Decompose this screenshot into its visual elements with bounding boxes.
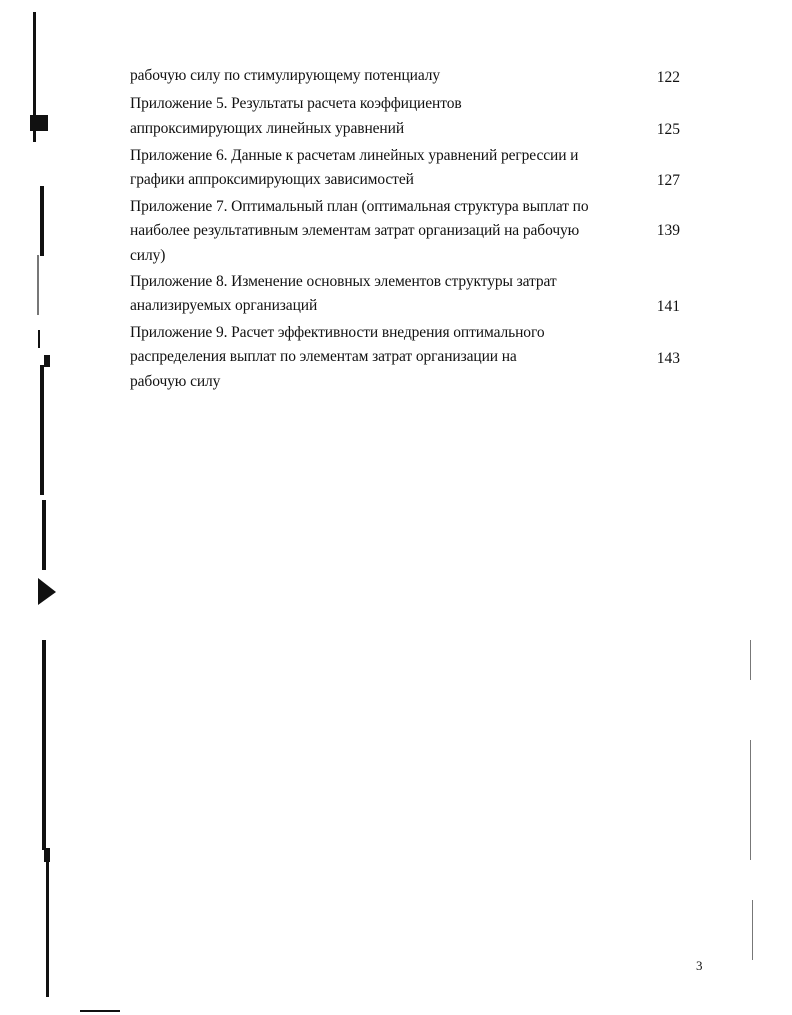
toc-entry-line: рабочую силу по стимулирующему потенциалу — [130, 67, 441, 84]
toc-entry-line: Приложение 8. Изменение основных элементов структуры затрат — [130, 273, 557, 290]
toc-entry-page: 143 — [656, 350, 680, 367]
toc-entry-line: Приложение 6. Данные к расчетам линейных уравнений регрессии и — [130, 147, 579, 164]
toc-entry-line: распределения выплат по элементам затрат организации на — [130, 348, 517, 365]
toc-entry-line: аппроксимирующих линейных уравнений — [130, 120, 405, 137]
toc-entry-line: рабочую силу — [130, 373, 221, 390]
toc-entry-page: 125 — [656, 121, 680, 138]
toc-entry-page: 139 — [656, 222, 680, 239]
toc-entry-page: 127 — [656, 172, 680, 189]
toc-entry-line: силу) — [130, 247, 166, 264]
toc-entry-page: 141 — [656, 298, 680, 315]
page-number: 3 — [696, 958, 703, 973]
toc-entry-page: 122 — [656, 69, 680, 86]
toc-entry-line: анализируемых организаций — [130, 297, 318, 314]
toc-entry-line: Приложение 7. Оптимальный план (оптимальная структура выплат по — [130, 198, 589, 215]
toc-entry-line: Приложение 9. Расчет эффективности внедрения оптимального — [130, 324, 545, 341]
toc-entry-line: графики аппроксимирующих зависимостей — [130, 171, 414, 188]
toc-entry-line: наиболее результативным элементам затрат организаций на рабочую — [130, 222, 580, 239]
toc-entry-line: Приложение 5. Результаты расчета коэффициентов — [130, 95, 462, 112]
